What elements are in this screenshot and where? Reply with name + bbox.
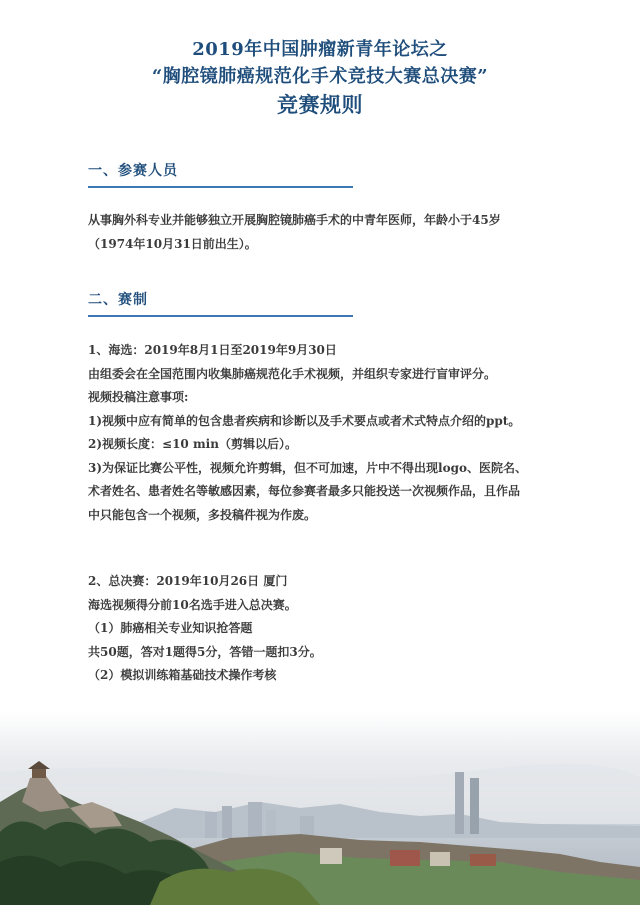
document-title xyxy=(0,36,640,120)
paragraph: 中只能包含一个视频，多投稿件视为作废。 xyxy=(88,507,317,522)
section-body-participants xyxy=(88,209,558,256)
paragraph: 视频投稿注意事项: xyxy=(88,390,189,404)
paragraph: 2)视频长度：≤10 min（剪辑以后）。 xyxy=(88,437,297,451)
paragraph: 1)视频中应有简单的包含患者疾病和诊断以及手术要点或者术式特点介绍的ppt。 xyxy=(88,413,521,428)
title-line-3: 竞赛规则 xyxy=(277,92,363,117)
paragraph: （1974年10月31日前出生）。 xyxy=(88,236,257,251)
paragraph: 1、海选：2019年8月1日至2019年9月30日 xyxy=(88,343,337,357)
title-line-2: “胸腔镜肺癌规范化手术竞技大赛总决赛” xyxy=(151,66,489,87)
section-divider xyxy=(88,315,353,317)
building xyxy=(248,802,262,838)
section-body-format-part1 xyxy=(88,339,558,527)
red-roof-building xyxy=(470,854,496,866)
twin-tower-left xyxy=(455,772,464,834)
paragraph: 共50题，答对1题得5分，答错一题扣3分。 xyxy=(88,644,322,659)
paragraph: 术者姓名、患者姓名等敏感因素，每位参赛者最多只能投送一次视频作品，且作品 xyxy=(88,484,521,498)
red-roof-building xyxy=(390,850,420,866)
paragraph: 由组委会在全国范围内收集肺癌规范化手术视频，并组织专家进行盲审评分。 xyxy=(88,366,497,381)
section-heading-participants: 一、参赛人员 xyxy=(88,163,178,179)
building xyxy=(222,806,232,838)
building xyxy=(266,810,276,838)
paragraph: 2、总决赛：2019年10月26日 厦门 xyxy=(88,574,288,588)
paragraph: （1）肺癌相关专业知识抢答题 xyxy=(88,621,253,635)
building xyxy=(205,812,217,838)
pavilion xyxy=(32,768,46,778)
paragraph: 从事胸外科专业并能够独立开展胸腔镜肺癌手术的中青年医师，年龄小于45岁 xyxy=(88,213,501,227)
paragraph: （2）模拟训练箱基础技术操作考核 xyxy=(88,668,277,682)
city-scenery-image xyxy=(0,712,640,905)
section-divider xyxy=(88,186,353,188)
section-body-format-part2 xyxy=(88,570,558,688)
paragraph: 3)为保证比赛公平性，视频允许剪辑，但不可加速，片中不得出现logo、医院名、 xyxy=(88,460,527,475)
twin-tower-right xyxy=(470,778,479,834)
section-heading-format: 二、赛制 xyxy=(88,292,148,308)
title-line-1: 2019年中国肿瘤新青年论坛之 xyxy=(192,39,448,60)
paragraph: 海选视频得分前10名选手进入总决赛。 xyxy=(88,597,297,612)
building xyxy=(320,848,342,864)
building xyxy=(430,852,450,866)
